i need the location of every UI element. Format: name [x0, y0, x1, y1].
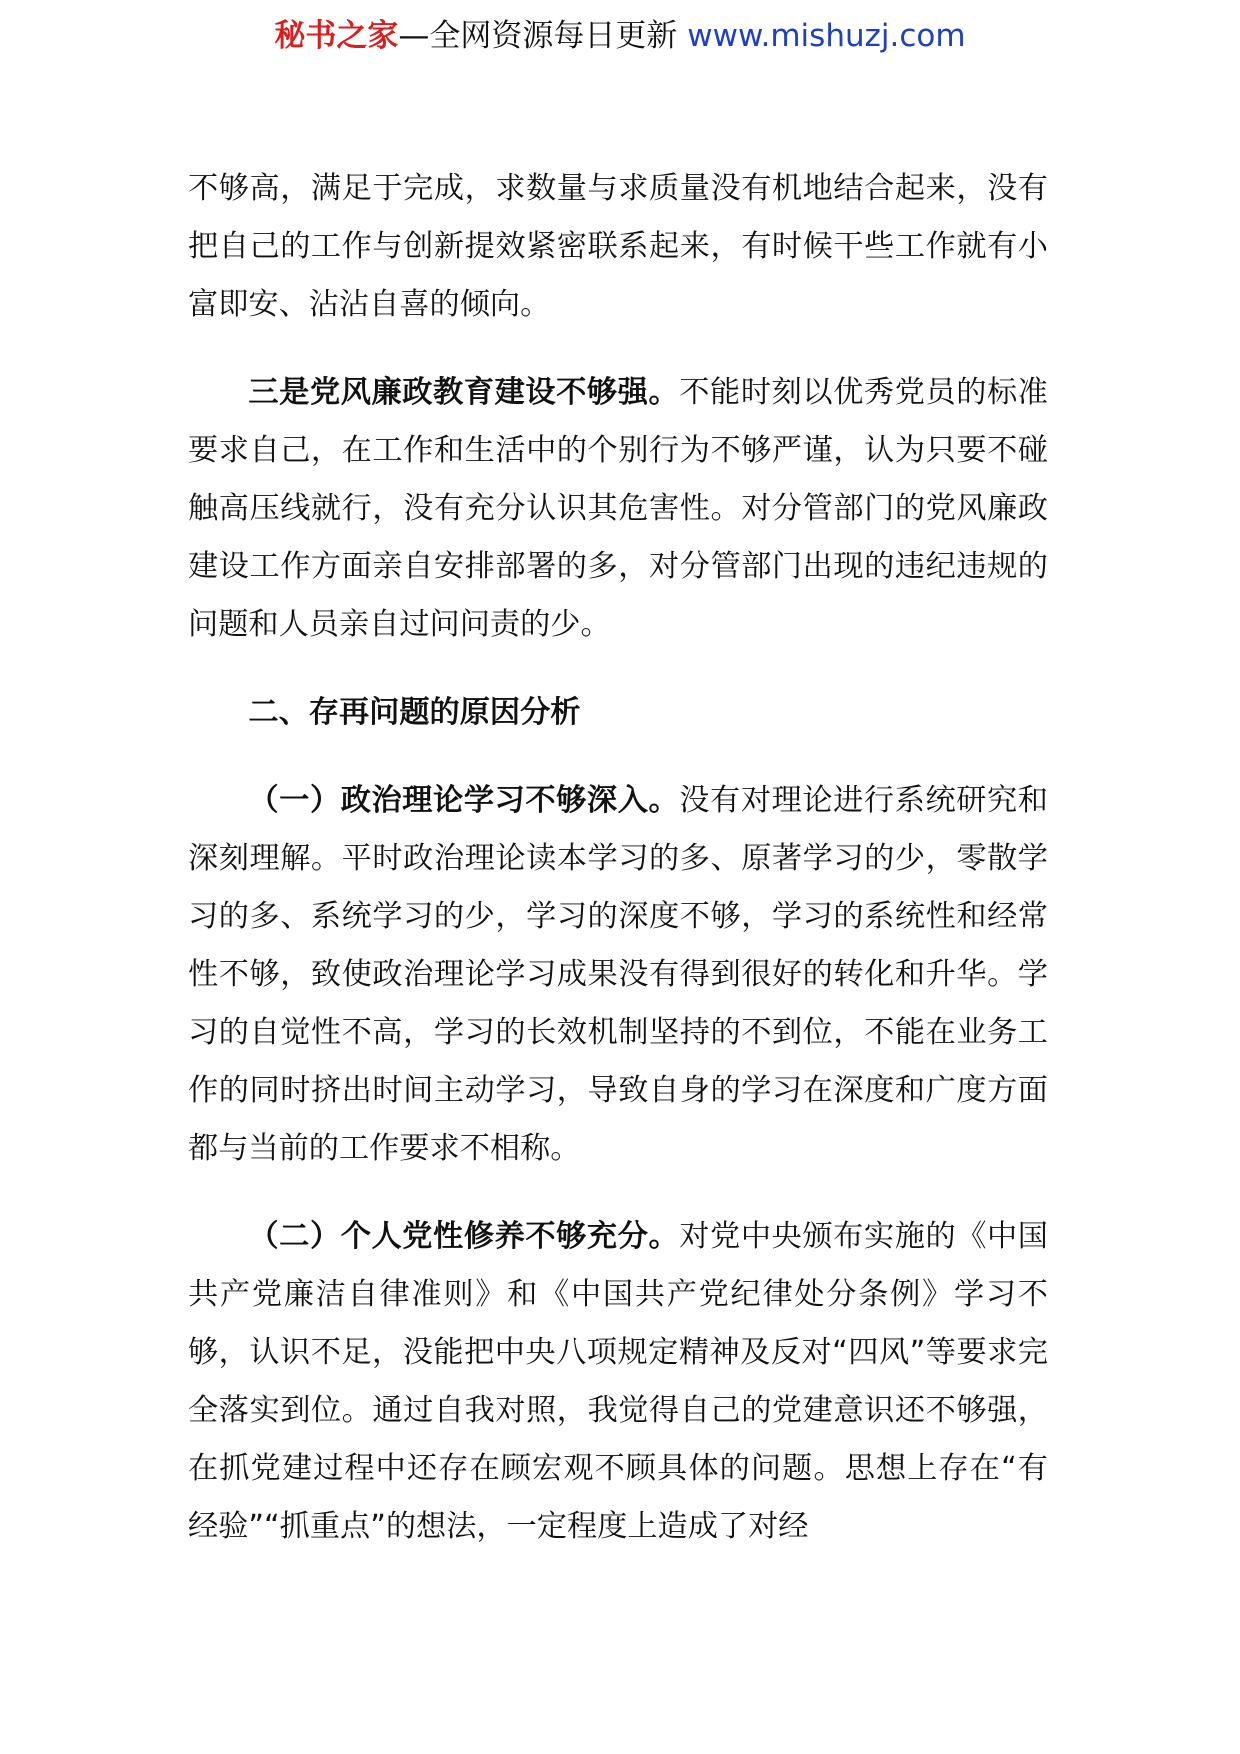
site-url-link[interactable]: www.mishuzj.com	[687, 18, 966, 54]
document-body	[188, 160, 1048, 1556]
page-header	[0, 14, 1240, 58]
paragraph-party-integrity	[188, 364, 1048, 654]
section-heading: 二、存再问题的原因分析	[248, 695, 581, 730]
brand-name: 秘书之家	[274, 18, 399, 54]
header-slogan: —全网资源每日更新	[398, 18, 688, 54]
paragraph-lead: （二）个人党性修养不够充分。	[248, 1219, 680, 1254]
paragraph-continuation	[188, 160, 1048, 334]
paragraph-text: 不能时刻以优秀党员的标准要求自己，在工作和生活中的个别行为不够严谨，认为只要不碰触高压线就行，没有充分认识其危害性。对分管部门的党风廉政建设工作方面亲自安排部署的多，对分管部门出现的违纪违规的问题和人员亲自过问问责的少。	[188, 375, 1048, 642]
paragraph-text: 对党中央颁布实施的《中国共产党廉洁自律准则》和《中国共产党纪律处分条例》学习不够，认识不足，没能把中央八项规定精神及反对“四风”等要求完全落实到位。通过自我对照，我觉得自己的党建意识还不够强，在抓党建过程中还存在顾宏观不顾具体的问题。思想上存在“有经验”“抓重点”的想法，一定程度上造成了对经	[188, 1219, 1048, 1544]
paragraph-party-spirit	[188, 1208, 1048, 1556]
paragraph-lead: （一）政治理论学习不够深入。	[248, 783, 680, 818]
paragraph-text: 没有对理论进行系统研究和深刻理解。平时政治理论读本学习的多、原著学习的少，零散学习的多、系统学习的少，学习的深度不够，学习的系统性和经常性不够，致使政治理论学习成果没有得到很好的转化和升华。学习的自觉性不高，学习的长效机制坚持的不到位，不能在业务工作的同时挤出时间主动学习，导致自身的学习在深度和广度方面都与当前的工作要求不相称。	[188, 783, 1048, 1166]
paragraph-lead: 三是党风廉政教育建设不够强。	[248, 375, 680, 410]
paragraph-political-theory	[188, 772, 1048, 1178]
paragraph-text: 不够高，满足于完成，求数量与求质量没有机地结合起来，没有把自己的工作与创新提效紧密联系起来，有时候干些工作就有小富即安、沾沾自喜的倾向。	[188, 171, 1048, 322]
